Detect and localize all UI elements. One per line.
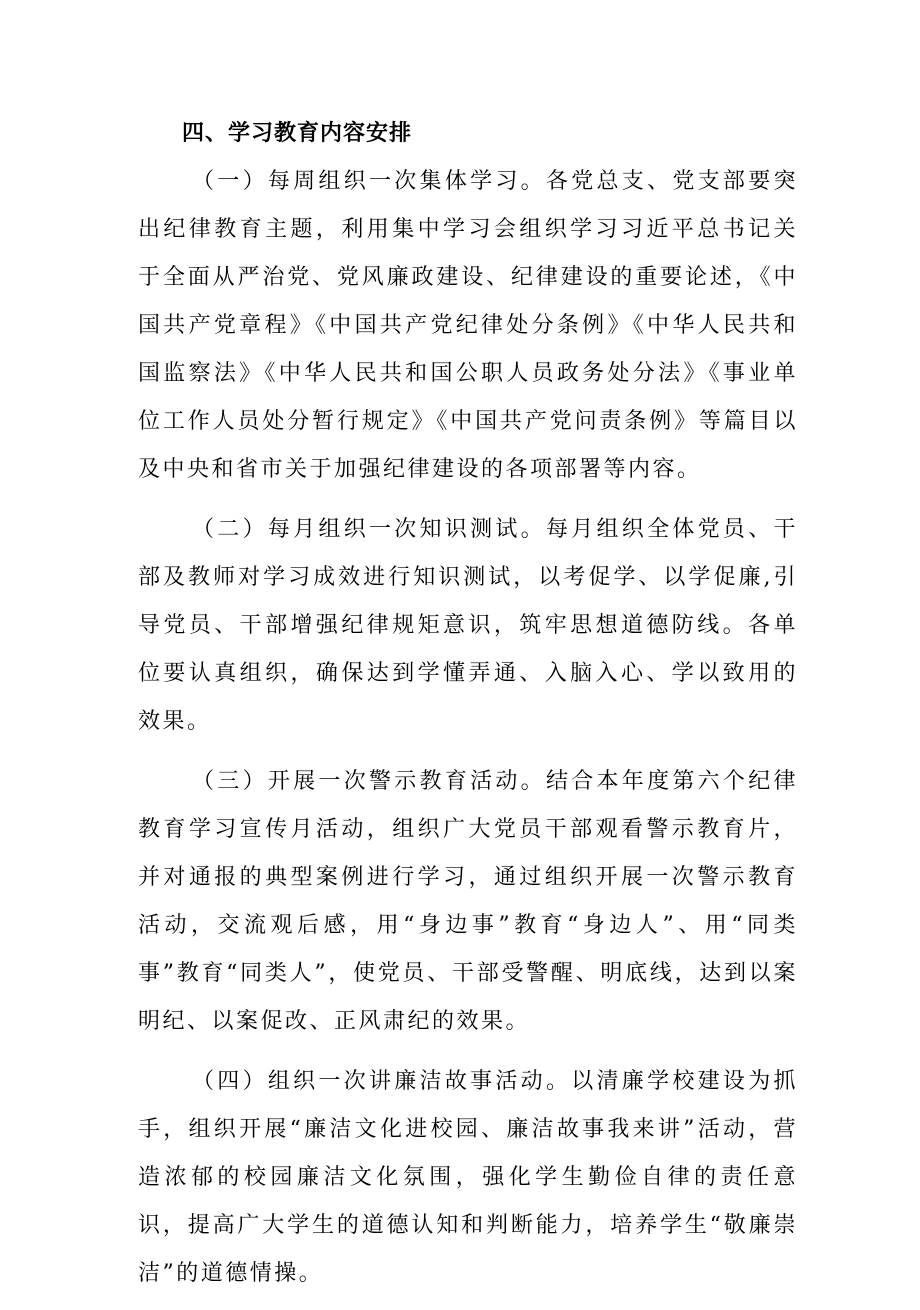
section-heading: 四、学习教育内容安排: [182, 121, 413, 146]
document-body: [138, 110, 798, 1310]
paragraph-warning-education: （三）开展一次警示教育活动。结合本年度第六个纪律教育学习宣传月活动，组织广大党员干部观看警示教育片，并对通报的典型案例进行学习，通过组织开展一次警示教育活动，交流观后感，用“身边事”教育“身边人”、用“同类事”教育“同类人”，使党员、干部受警醒、明底线，达到以案明纪、以案促改、正风肃纪的效果。: [138, 769, 798, 1034]
paragraph-monthly-test: （二）每月组织一次知识测试。每月组织全体党员、干部及教师对学习成效进行知识测试，以考促学、以学促廉,引导党员、干部增强纪律规矩意识，筑牢思想道德防线。各单位要认真组织，确保达到学懂弄通、入脑入心、学以致用的效果。: [138, 517, 798, 734]
paragraph-weekly-study: （一）每周组织一次集体学习。各党总支、党支部要突出纪律教育主题，利用集中学习会组织学习习近平总书记关于全面从严治党、党风廉政建设、纪律建设的重要论述，《中国共产党章程》《中国共产党纪律处分条例》《中华人民共和国监察法》《中华人民共和国公职人员政务处分法》《事业单位工作人员处分暂行规定》《中国共产党问责条例》等篇目以及中央和省市关于加强纪律建设的各项部署等内容。: [138, 169, 798, 482]
paragraph-integrity-stories: （四）组织一次讲廉洁故事活动。以清廉学校建设为抓手，组织开展“廉洁文化进校园、廉洁故事我来讲”活动，营造浓郁的校园廉洁文化氛围，强化学生勤俭自律的责任意识，提高广大学生的道德认知和判断能力，培养学生“敬廉崇洁”的道德情操。: [138, 1069, 798, 1286]
